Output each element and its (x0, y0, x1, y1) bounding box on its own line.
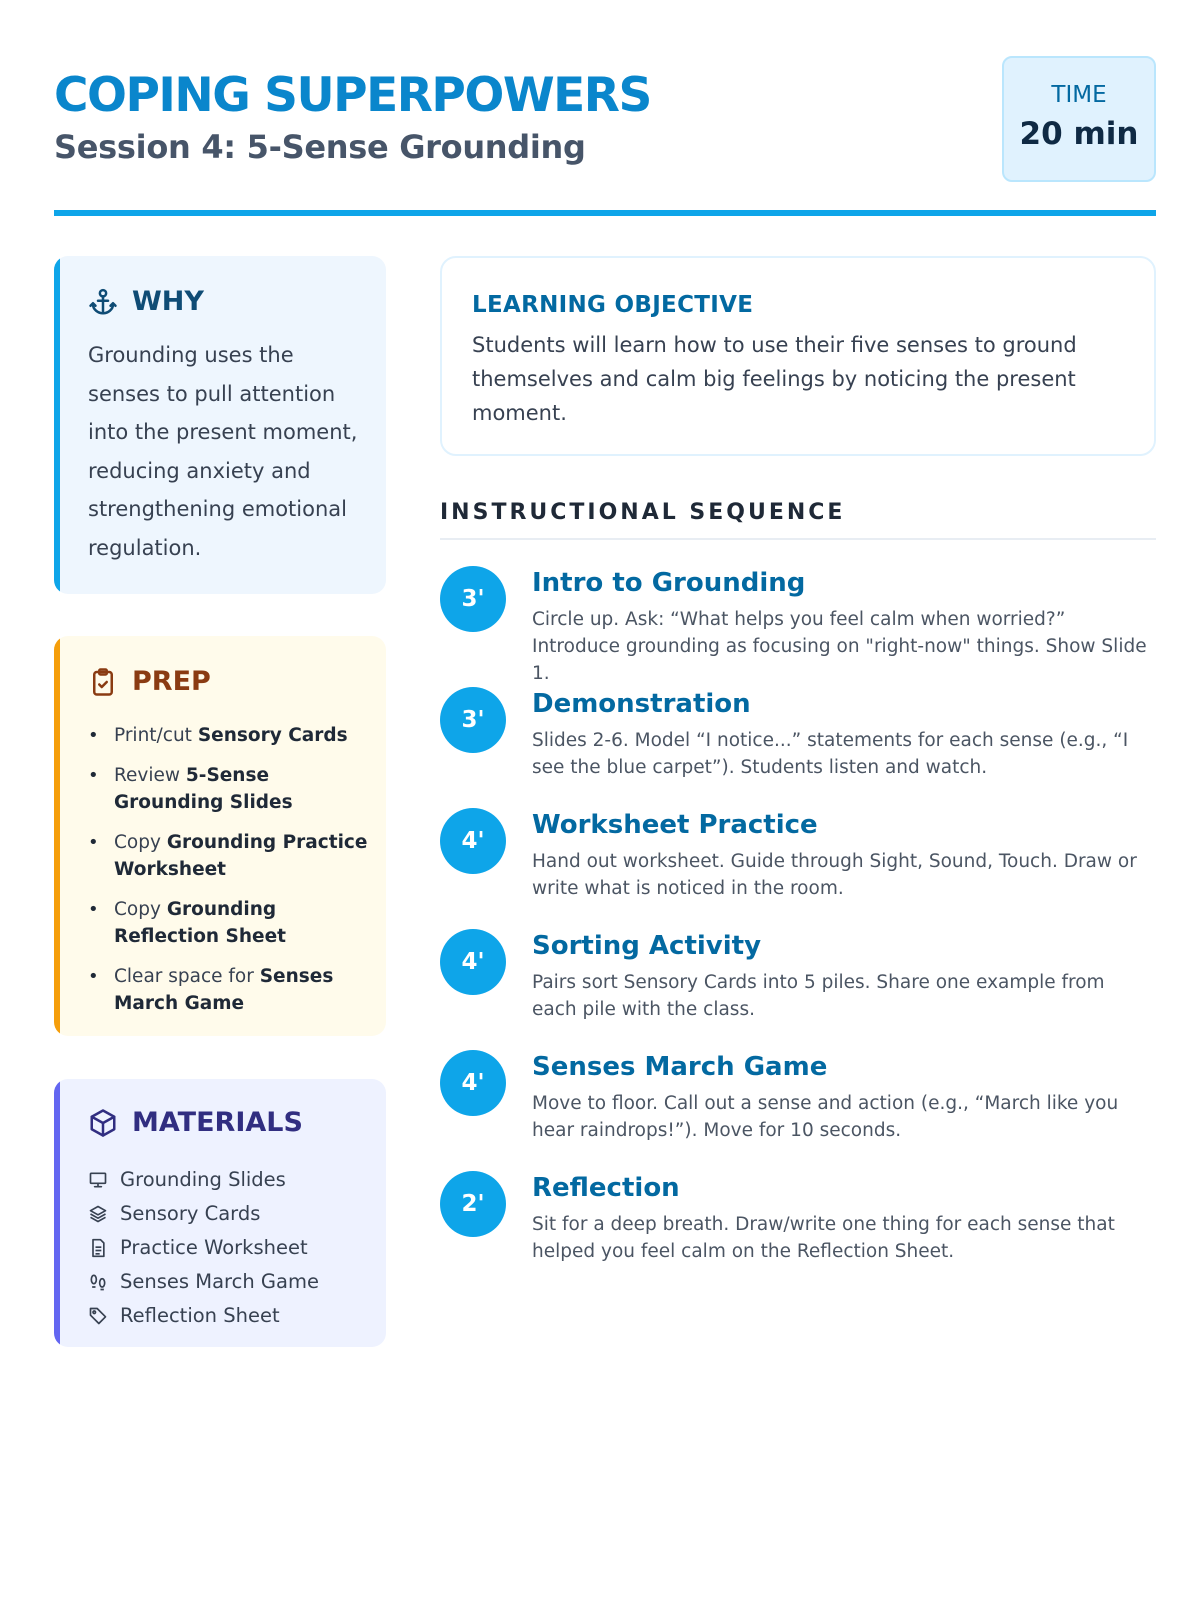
step-minutes-badge: 4' (440, 808, 506, 874)
learning-objective-card (440, 256, 1156, 456)
objective-heading: LEARNING OBJECTIVE (472, 292, 754, 318)
objective-text: Students will learn how to use their five senses to ground themselves and calm big feelings by noticing the present moment. (472, 333, 1077, 425)
sequence-step (440, 687, 1156, 787)
step-minutes-badge: 4' (440, 1050, 506, 1116)
prep-item: • Print/cut Sensory Cards (88, 722, 368, 749)
clipboard-check-icon (88, 667, 118, 697)
step-description: Move to floor. Call out a sense and action (e.g., “March like you hear raindrops!”). Move for 10 seconds. (532, 1093, 1119, 1141)
prep-heading-label: PREP (132, 666, 211, 697)
document-icon (88, 1238, 108, 1258)
time-label: TIME (1051, 82, 1107, 108)
why-text: Grounding uses the senses to pull attention into the present moment, reducing anxiety and strengthening emotional regulation. (88, 343, 358, 560)
materials-card (54, 1079, 386, 1347)
sequence-heading: INSTRUCTIONAL SEQUENCE (440, 500, 846, 525)
sequence-step (440, 566, 1156, 684)
step-minutes-badge: 4' (440, 929, 506, 995)
step-minutes-badge: 3' (440, 566, 506, 632)
page-subtitle: Session 4: 5-Sense Grounding (54, 128, 586, 166)
sequence-step (440, 1050, 1156, 1150)
prep-item: • Copy Grounding Reflection Sheet (88, 896, 368, 950)
cube-icon (88, 1108, 118, 1138)
materials-heading (88, 1107, 303, 1138)
anchor-icon (88, 287, 118, 317)
material-item: Reflection Sheet (88, 1299, 319, 1333)
prep-item: • Clear space for Senses March Game (88, 963, 368, 1017)
prep-list (88, 722, 368, 1030)
step-title: Demonstration (532, 689, 751, 719)
step-title: Senses March Game (532, 1052, 828, 1082)
step-title: Intro to Grounding (532, 568, 806, 598)
step-description: Pairs sort Sensory Cards into 5 piles. Share one example from each pile with the class. (532, 972, 1105, 1020)
step-minutes-badge: 3' (440, 687, 506, 753)
materials-heading-label: MATERIALS (132, 1107, 303, 1138)
prep-heading (88, 666, 211, 697)
why-heading (88, 286, 204, 317)
material-item: Senses March Game (88, 1265, 319, 1299)
material-item: Sensory Cards (88, 1197, 319, 1231)
why-card (54, 256, 386, 594)
step-description: Slides 2-6. Model “I notice...” statements for each sense (e.g., “I see the blue carpet”). Students listen and watch. (532, 730, 1129, 778)
material-item: Grounding Slides (88, 1163, 319, 1197)
layers-icon (88, 1204, 108, 1224)
materials-list (88, 1163, 319, 1333)
footprints-icon (88, 1272, 108, 1292)
step-description: Circle up. Ask: “What helps you feel calm when worried?” Introduce grounding as focusing on "right-now" things. Show Slide 1. (532, 609, 1147, 684)
prep-item: • Review 5-Sense Grounding Slides (88, 762, 368, 816)
sequence-divider (440, 538, 1156, 540)
sequence-step (440, 929, 1156, 1029)
step-title: Sorting Activity (532, 931, 762, 961)
sequence-step (440, 1171, 1156, 1271)
step-description: Hand out worksheet. Guide through Sight, Sound, Touch. Draw or write what is noticed in the room. (532, 851, 1137, 899)
page-title: COPING SUPERPOWERS (54, 68, 651, 123)
step-description: Sit for a deep breath. Draw/write one thing for each sense that helped you feel calm on the Reflection Sheet. (532, 1214, 1115, 1262)
step-title: Worksheet Practice (532, 810, 818, 840)
header (54, 56, 1156, 216)
prep-item: • Copy Grounding Practice Worksheet (88, 829, 368, 883)
monitor-icon (88, 1170, 108, 1190)
time-badge (1002, 56, 1156, 182)
header-divider (54, 210, 1156, 216)
why-heading-label: WHY (132, 286, 204, 317)
sequence-step (440, 808, 1156, 908)
prep-card (54, 636, 386, 1036)
time-value: 20 min (1019, 116, 1139, 152)
material-item: Practice Worksheet (88, 1231, 319, 1265)
step-minutes-badge: 2' (440, 1171, 506, 1237)
tag-icon (88, 1306, 108, 1326)
step-title: Reflection (532, 1173, 680, 1203)
